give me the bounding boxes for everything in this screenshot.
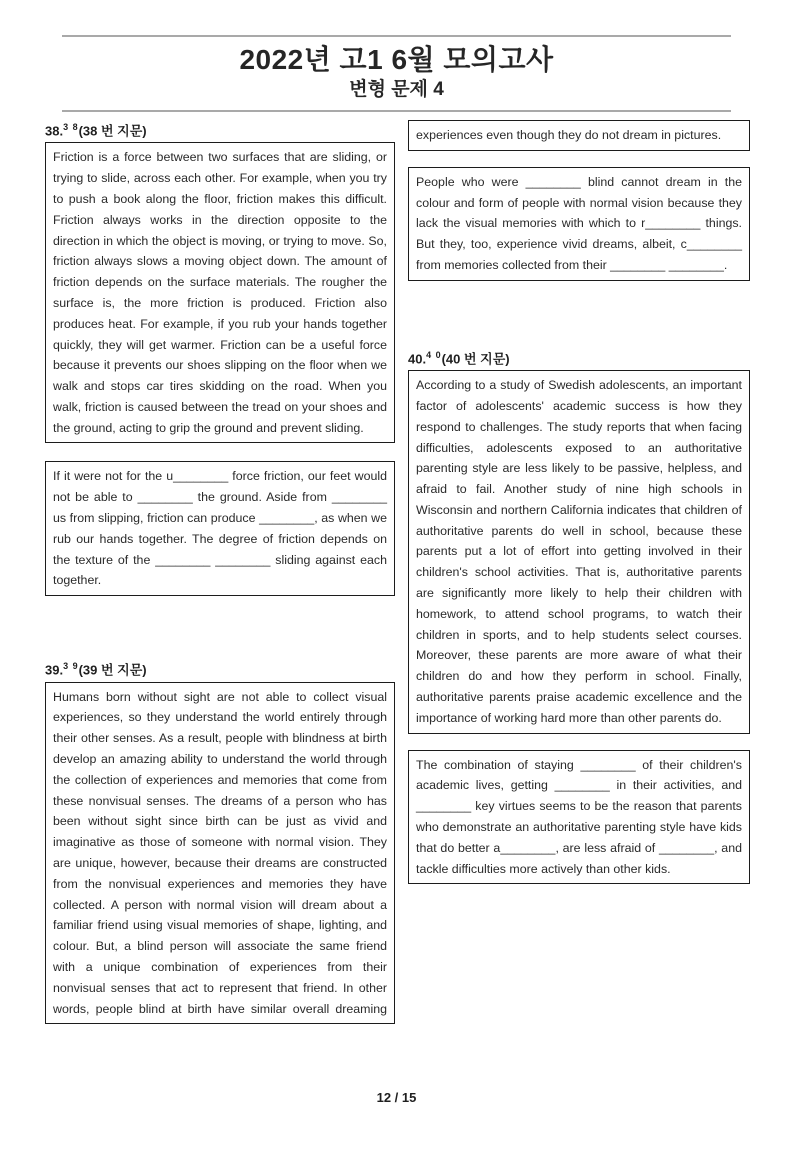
title-block [0, 37, 793, 110]
question-39-summary-box [408, 167, 750, 281]
left-column [45, 112, 395, 1024]
question-39-header [45, 658, 395, 678]
question-39-number: 39. [45, 662, 64, 678]
question-40-label: (40 번 지문) [441, 351, 510, 367]
question-40-summary-box [408, 750, 750, 885]
question-40-header [408, 347, 750, 367]
right-column [408, 112, 750, 1024]
question-38-summary-box [45, 461, 395, 596]
question-39-summary-text: People who were ________ blind cannot dream in the colour and form of people with normal vision because they lack the visual memories with which to r________ things. But they, too, experience vivid dreams, albeit, c________ from memories collected from their ________ ________. [416, 174, 742, 272]
question-38-passage-text: Friction is a force between two surfaces that are sliding, or trying to slide, across each other. For example, when you try to push a book along the floor, friction makes this difficult. Friction always works in the direction opposite to the direction in which the object is moving, or trying to move. So, friction always slows a moving object down. The amount of friction depends on the surface materials. The rougher the surface is, the more friction is produced. Friction also produces heat. For example, if you rub your hands together quickly, they will get warmer. Friction can be a useful force because it prevents our shoes slipping on the floor when we walk and stops car tires skidding on the road. When you walk, friction is caused between the tread on your shoes and the ground, acting to grip the ground and prevent sliding. [53, 150, 387, 435]
exam-page [0, 35, 793, 1156]
question-40-passage-box [408, 370, 750, 734]
question-39-passage-continuation-text: experiences even though they do not dream in pictures. [416, 128, 722, 142]
question-40-superscript: 4 0 [426, 349, 442, 360]
question-38-passage-box [45, 142, 395, 443]
question-38-summary-text: If it were not for the u________ force friction, our feet would not be able to ________ the ground. Aside from ________ us from slipping, friction can produce ________, as when we rub our hands together. The degree of friction depends on the texture of the ________ ________ sliding against each together. [53, 469, 387, 588]
question-38-label: (38 번 지문) [78, 123, 147, 139]
page-subtitle: 변형 문제 4 [349, 79, 444, 100]
question-39-passage-text: Humans born without sight are not able to collect visual experiences, so they understand the world entirely through their other senses. As a result, people with blindness at birth develop an amazing ability to understand the world through the collection of experiences and memories that come from these nonvisual senses. The dreams of a person who has been without sight since birth can be just as vivid and imaginative as those of someone with normal vision. They are unique, however, because their dreams are constructed from the nonvisual experiences and memories they have collected. A person with normal vision will dream about a familiar friend using visual memories of shape, lighting, and colour. But, a blind person will associate the same friend with a unique combination of experiences from their nonvisual senses that act to represent that friend. In other words, people blind at birth have similar overall dreaming [53, 689, 387, 1016]
page-title: 2022년 고1 6월 모의고사 [239, 44, 554, 75]
question-39-passage-box [45, 682, 395, 1025]
question-40-number: 40. [408, 351, 427, 367]
page-number-footer: 12 / 15 [376, 1090, 417, 1105]
question-39-passage-continuation-box [408, 120, 750, 151]
question-40-passage-text: According to a study of Swedish adolescents, an important factor of adolescents' academic success is how they respond to challenges. The study reports that when facing difficulties, adolescents exposed to an authoritative parenting style are less likely to be passive, helpless, and afraid to fail. Another study of nine high schools in Wisconsin and northern California indicates that children of authoritative parents do well in school, because these parents put a lot of effort into getting involved in their children's school activities. That is, authoritative parents are significantly more likely to help their children with homework, to attend school programs, to watch their children in sports, and to help students select courses. Moreover, these parents are more aware of what their children do and how they perform in school. Finally, authoritative parents praise academic excellence and the importance of working hard more than other parents do. [416, 378, 742, 725]
question-39-label: (39 번 지문) [78, 662, 147, 678]
question-38-number: 38. [45, 123, 64, 139]
question-38-superscript: 3 8 [63, 122, 79, 132]
question-38-header [45, 119, 395, 139]
two-column-layout [0, 112, 793, 1024]
question-39-superscript: 3 9 [63, 661, 79, 672]
question-40-summary-text: The combination of staying ________ of their children's academic lives, getting ________ in their activities, and ________ key virtues seems to be the reason that parents who demonstrate an authoritative parenting style have kids that do better a________, are less afraid of ________, and tackle difficulties more actively than other kids. [416, 757, 742, 876]
